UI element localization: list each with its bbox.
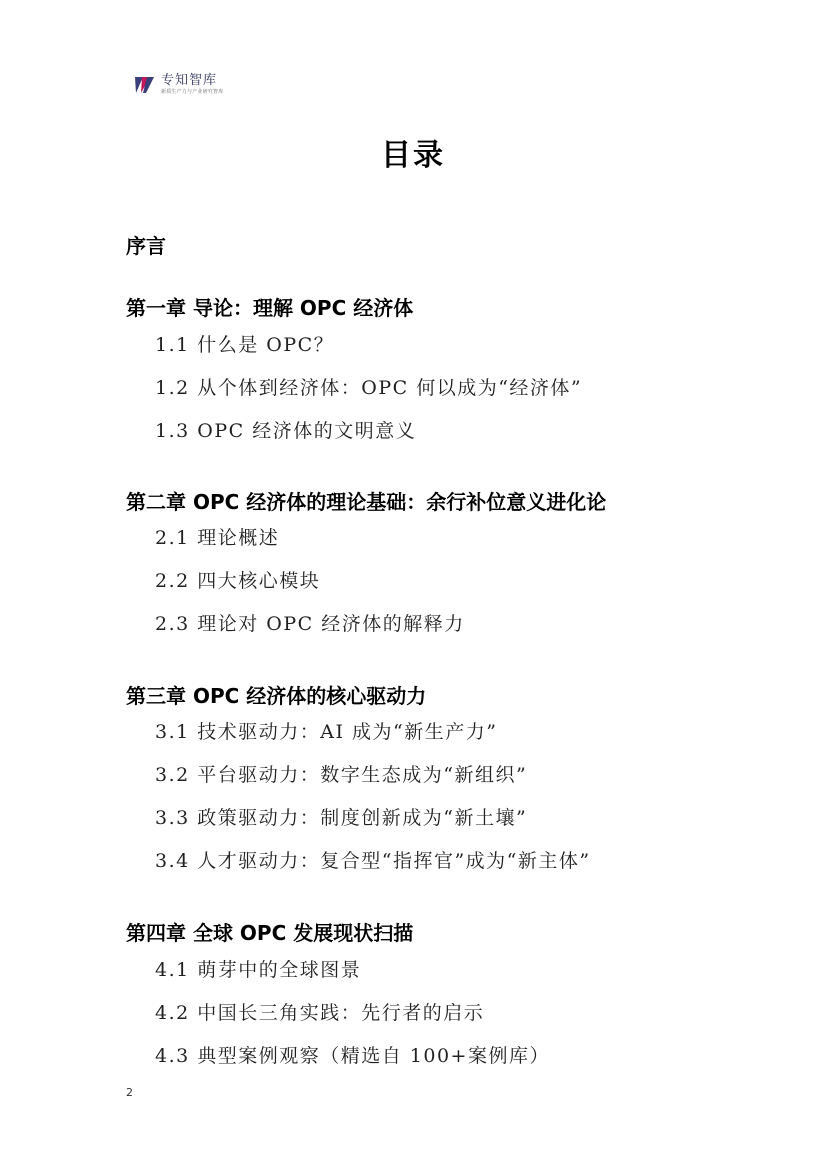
toc-item[interactable]: 4.3 典型案例观察（精选自 100+案例库）: [155, 1045, 550, 1067]
toc-item[interactable]: 1.1 什么是 OPC？: [155, 334, 335, 356]
toc-item[interactable]: 1.3 OPC 经济体的文明意义: [155, 420, 417, 442]
toc-item[interactable]: 2.2 四大核心模块: [155, 570, 321, 592]
toc-item[interactable]: 2.3 理论对 OPC 经济体的解释力: [155, 613, 465, 635]
toc-chapter-3[interactable]: 第三章 OPC 经济体的核心驱动力: [126, 684, 427, 708]
page-title: 目录: [381, 138, 445, 173]
toc-item[interactable]: 4.2 中国长三角实践：先行者的启示: [155, 1002, 485, 1024]
toc-item[interactable]: 4.1 萌芽中的全球图景: [155, 959, 362, 981]
logo-name: 专知智库: [161, 73, 218, 88]
logo-mark-icon: [133, 74, 155, 96]
toc-item[interactable]: 1.2 从个体到经济体：OPC 何以成为“经济体”: [155, 377, 583, 399]
logo: [133, 74, 223, 96]
toc-chapter-2[interactable]: 第二章 OPC 经济体的理论基础：余行补位意义进化论: [126, 490, 607, 514]
page-number: 2: [126, 1086, 133, 1099]
toc-item[interactable]: 3.4 人才驱动力：复合型“指挥官”成为“新主体”: [155, 850, 591, 872]
toc-chapter-4[interactable]: 第四章 全球 OPC 发展现状扫描: [126, 921, 414, 945]
logo-subtitle: 新质生产力与产业研究智库: [161, 89, 224, 95]
toc-chapter-1[interactable]: 第一章 导论：理解 OPC 经济体: [126, 296, 414, 320]
toc-preface[interactable]: 序言: [126, 234, 166, 258]
toc-item[interactable]: 3.2 平台驱动力：数字生态成为“新组织”: [155, 764, 528, 786]
toc-item[interactable]: 2.1 理论概述: [155, 527, 280, 549]
toc-item[interactable]: 3.3 政策驱动力：制度创新成为“新土壤”: [155, 807, 528, 829]
toc-item[interactable]: 3.1 技术驱动力：AI 成为“新生产力”: [155, 721, 498, 743]
